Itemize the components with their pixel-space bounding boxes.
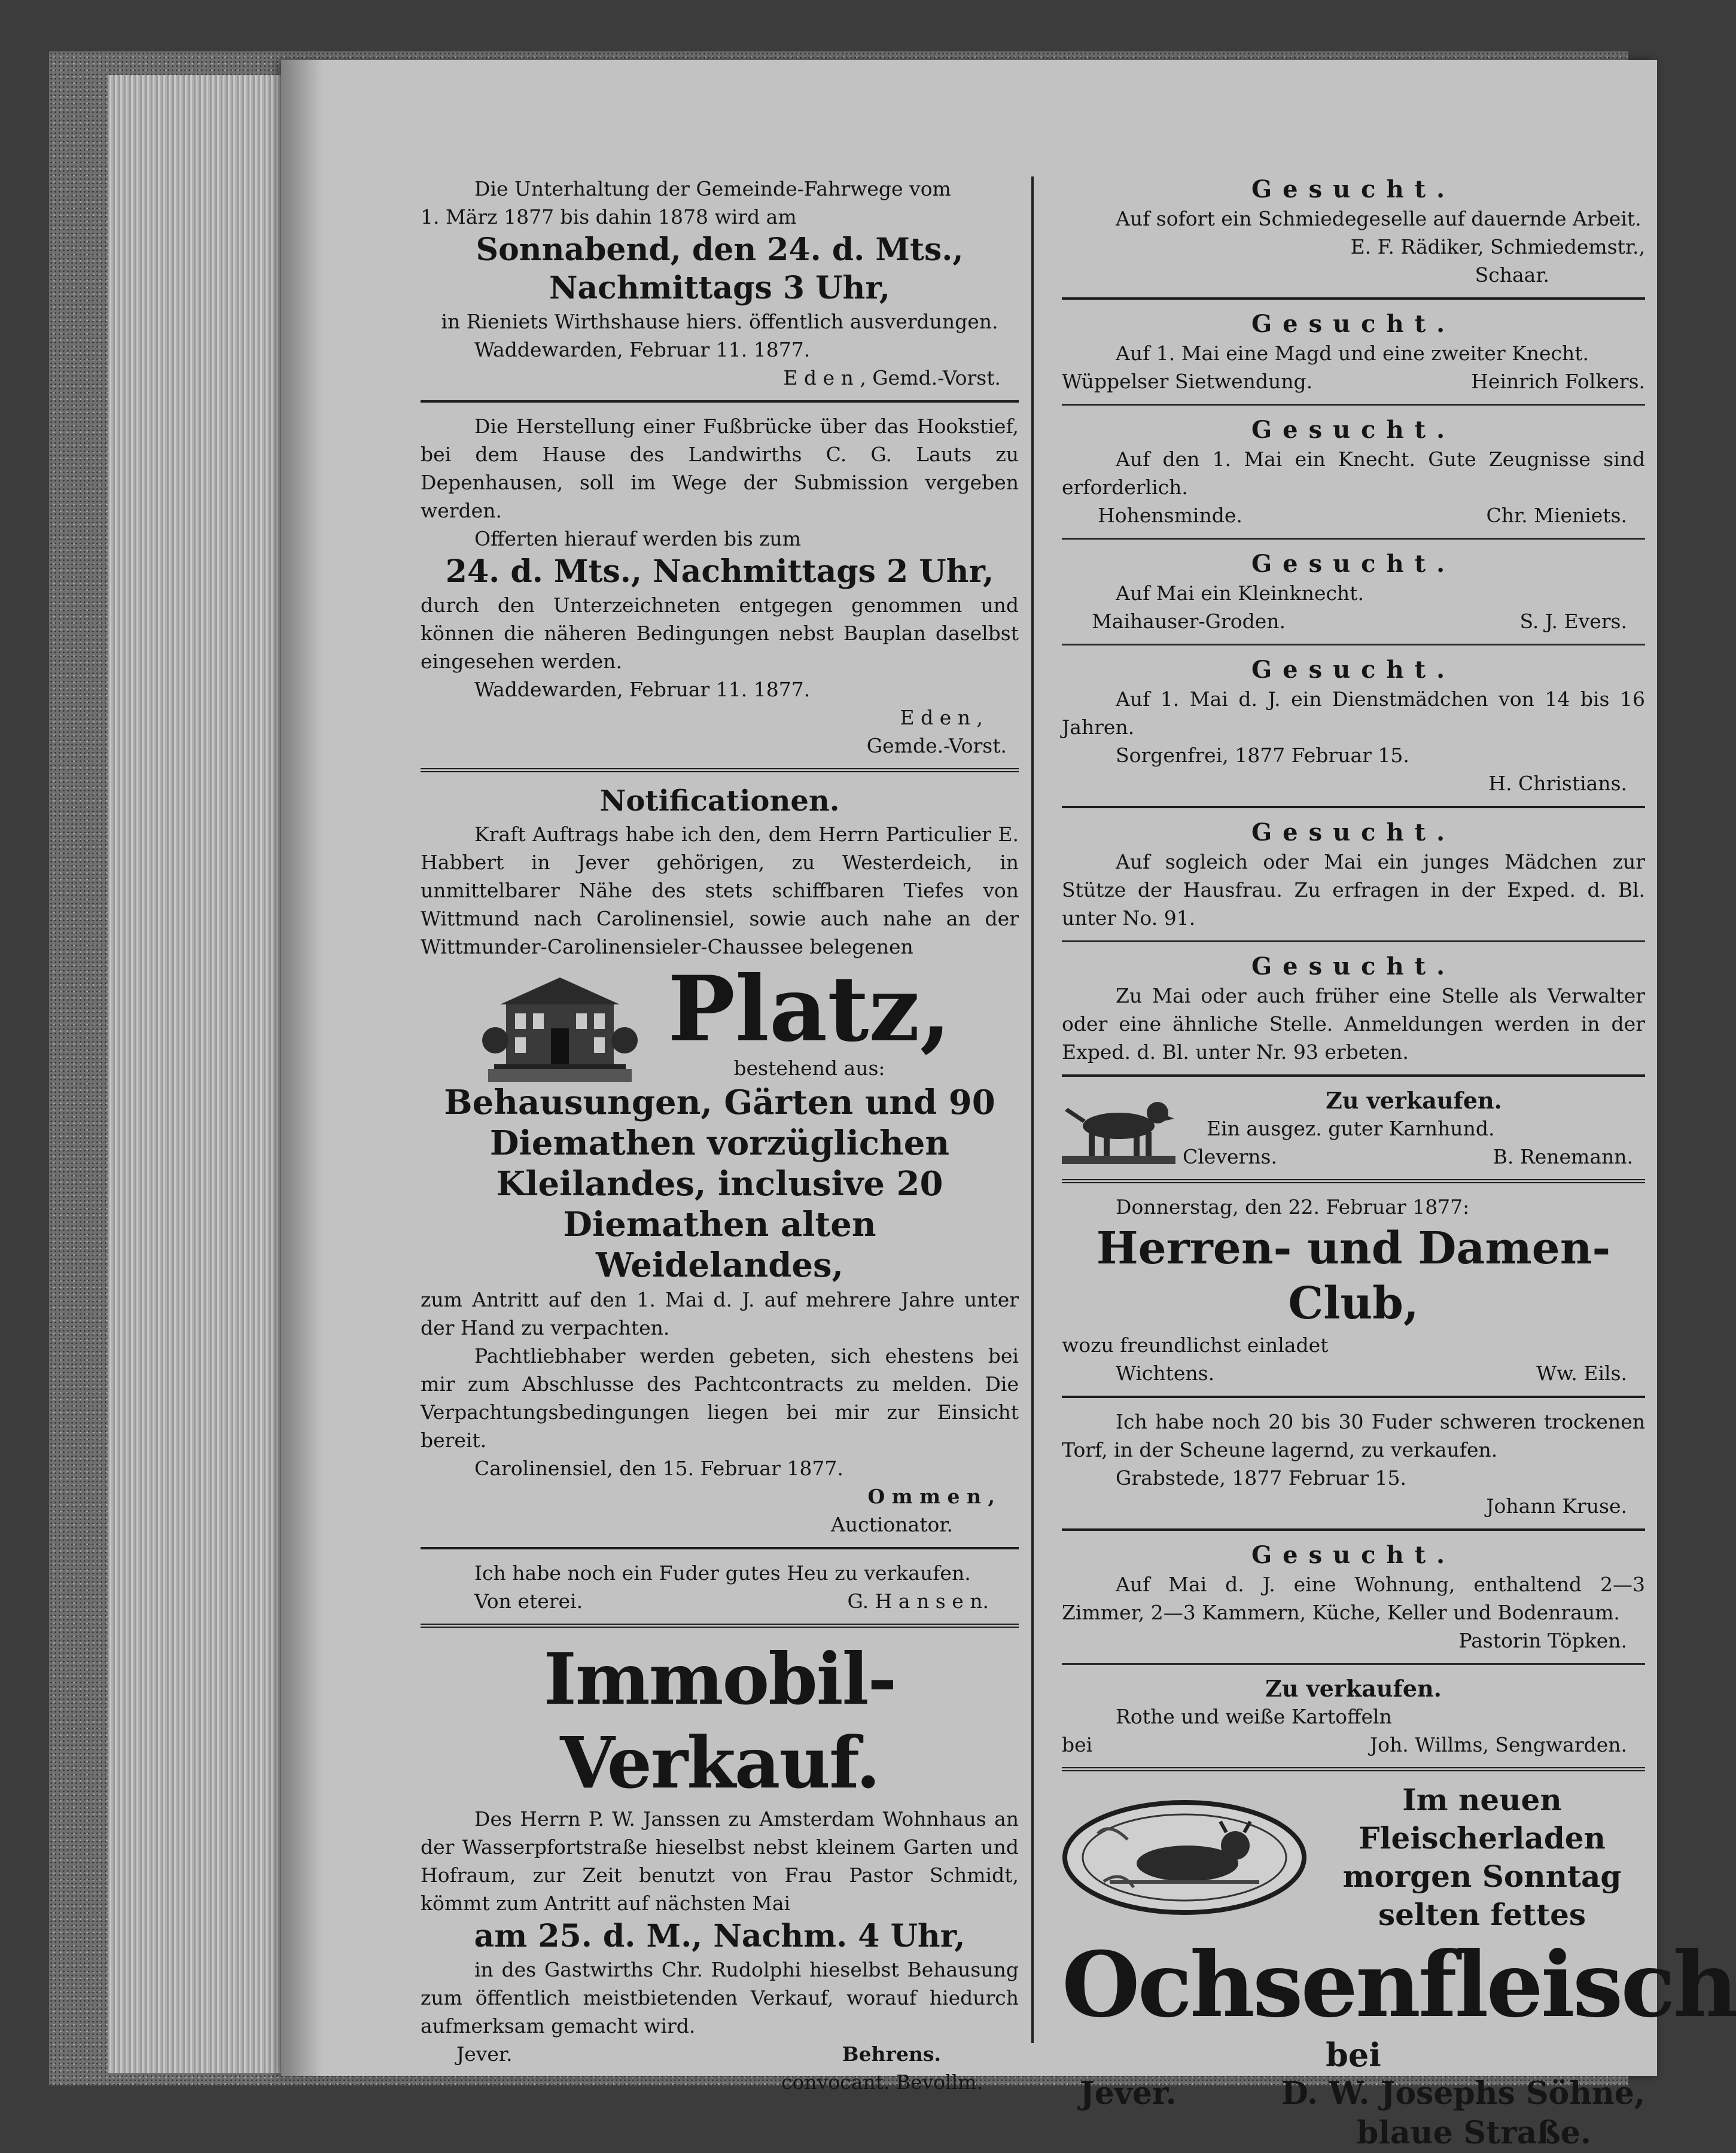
ad-title: Gesucht.	[1251, 416, 1456, 444]
ad-title: Gesucht.	[1251, 550, 1456, 578]
ad-text: in Rieniets Wirthshause hiers. öffentlich ausverdungen.	[441, 310, 998, 333]
ad-immobil-verkauf	[421, 1637, 1019, 2096]
ad-signature: Behrens.	[842, 2042, 941, 2066]
ad-title: Herren- und Damen-Club,	[1096, 1223, 1611, 1329]
ad-signature: E. F. Rädiker, Schmiedemstr.,	[1350, 235, 1645, 258]
ad-verkaufen-hund	[1062, 1086, 1645, 1171]
ox-illustration	[1062, 1798, 1307, 1917]
ad-text: Die Herstellung einer Fußbrücke über das Hookstief, bei dem Hause des Landwirths C. G. Lauts zu Depenhausen, soll im Wege der Submission vergeben werden.	[421, 415, 1019, 522]
ad-signature: O m m e n ,	[867, 1485, 995, 1508]
ad-separator	[1062, 1074, 1645, 1077]
ad-title: Gesucht.	[1251, 310, 1456, 338]
ad-signature: S. J. Evers.	[1519, 610, 1627, 633]
ad-separator	[421, 1547, 1019, 1549]
ad-text: Pachtliebhaber werden gebeten, sich ehestens bei mir zum Abschlusse des Pachtcontracts zu melden. Die Verpachtungsbedingungen liegen bei mir zur Einsicht bereit.	[421, 1344, 1019, 1452]
ad-text: bestehend aus:	[733, 1056, 885, 1080]
ad-title: Ochsenfleisch	[1062, 1932, 1736, 2038]
ad-signature-row	[1062, 2074, 1645, 2114]
ad-separator	[1062, 1528, 1645, 1531]
ad-fahrwege	[421, 175, 1019, 392]
ad-signature: convocant. Bevollm.	[781, 2070, 983, 2094]
ad-title: Zu verkaufen.	[1265, 1675, 1442, 1702]
house-illustration	[488, 969, 632, 1082]
ad-signature-row	[421, 2040, 1019, 2068]
ad-title: Zu verkaufen.	[1326, 1087, 1502, 1114]
ad-place: Maihauser-Groden.	[1092, 610, 1286, 633]
ad-signature: Heinrich Folkers.	[1471, 370, 1645, 393]
ad-separator	[1062, 1663, 1645, 1665]
ad-text: Offerten hierauf werden bis zum	[474, 527, 802, 550]
ad-headline: Nachmittags 3 Uhr,	[549, 270, 891, 306]
ad-headline: Behausungen, Gärten und 90 Diemathen vorzüglichen Kleilandes, inclusive 20 Diemathen alten	[444, 1083, 995, 1244]
ad-text: wozu freundlichst einladet	[1062, 1333, 1329, 1357]
ad-title: Immobil-Verkauf.	[543, 1637, 896, 1804]
ad-fussbruecke	[421, 412, 1019, 760]
ad-text: Auf sofort ein Schmiedegeselle auf dauernde Arbeit.	[1116, 207, 1641, 230]
ad-signature-row	[421, 1587, 1019, 1615]
ad-place: Von eterei.	[474, 1589, 583, 1613]
ad-place-date: Grabstede, 1877 Februar 15.	[1116, 1466, 1406, 1490]
ad-gesucht-magd	[1062, 309, 1645, 395]
ad-signature-row	[1183, 1143, 1645, 1171]
ad-signature: blaue Straße.	[1356, 2115, 1591, 2151]
ad-verkaufen-kartoffeln	[1062, 1674, 1645, 1759]
ad-gesucht-schmied	[1062, 175, 1645, 289]
ad-text: Auf sogleich oder Mai ein junges Mädchen zur Stütze der Hausfrau. Zu erfragen in der Exped. d. Bl. unter No. 91.	[1062, 850, 1645, 930]
column-divider	[1031, 176, 1034, 2043]
ad-text: Kraft Auftrags habe ich den, dem Herrn Particulier E. Habbert in Jever gehörigen, zu Westerdeich, in unmittelbarer Nähe des stets schiffbaren Tiefes von Wittmund nach Carolinensiel, sowie auch nahe an der Wittmunder-Carolinensieler-Chaussee belegenen	[421, 823, 1019, 958]
ad-text: Auf Mai d. J. eine Wohnung, enthaltend 2—3 Zimmer, 2—3 Kammern, Küche, Keller und Bodenraum.	[1062, 1573, 1645, 1624]
ad-torf	[1062, 1408, 1645, 1520]
ad-gesucht-maedchen	[1062, 818, 1645, 932]
ad-signature-row	[1062, 367, 1645, 395]
ad-text: Die Unterhaltung der Gemeinde-Fahrwege vom	[474, 177, 951, 200]
ad-headline: am 25. d. M., Nachm. 4 Uhr,	[474, 1918, 966, 1954]
ad-place: Jever.	[1080, 2075, 1177, 2112]
ad-signature: G. H a n s e n.	[847, 1589, 989, 1613]
ad-separator	[1062, 404, 1645, 406]
ad-title: Gesucht.	[1251, 952, 1456, 980]
ad-separator	[421, 1624, 1019, 1628]
ad-separator	[421, 400, 1019, 403]
page-edges	[108, 75, 287, 2073]
ad-signature: Joh. Willms, Sengwarden.	[1369, 1733, 1627, 1756]
ad-place-date: Sorgenfrei, 1877 Februar 15.	[1116, 744, 1409, 767]
ad-text: Ich habe noch 20 bis 30 Fuder schweren trockenen Torf, in der Scheune lagernd, zu verkaufen.	[1062, 1410, 1645, 1461]
left-column	[421, 175, 1019, 2096]
ad-text: Donnerstag, den 22. Februar 1877:	[1116, 1195, 1470, 1219]
ad-text: bei	[1062, 1733, 1093, 1756]
ad-signature-row	[1062, 1359, 1645, 1387]
ad-separator	[421, 768, 1019, 772]
ad-text: Auf 1. Mai eine Magd und eine zweiter Knecht.	[1116, 342, 1589, 365]
ad-text: Des Herrn P. W. Janssen zu Amsterdam Wohnhaus an der Wasserpfortstraße hieselbst nebst kleinem Garten und Hofraum, zur Zeit benutzt von Frau Pastor Schmidt, kömmt zum Antritt auf nächsten Mai	[421, 1807, 1019, 1915]
ad-gesucht-wohnung	[1062, 1540, 1645, 1655]
ad-separator	[1062, 1396, 1645, 1398]
ad-separator	[1062, 806, 1645, 808]
ad-title: Gesucht.	[1251, 1541, 1456, 1569]
ochsen-header	[1062, 1781, 1645, 1934]
ad-text: Auf Mai ein Kleinknecht.	[1116, 581, 1364, 605]
platz-row	[421, 957, 1019, 1082]
ad-gesucht-dienstmaedchen	[1062, 655, 1645, 797]
ad-signature: Auctionator.	[831, 1513, 953, 1536]
ad-place: Hohensminde.	[1098, 504, 1242, 527]
ad-text: Ich habe noch ein Fuder gutes Heu zu verkaufen.	[474, 1561, 971, 1585]
ad-text: bei	[1326, 2036, 1381, 2074]
ad-text: Ein ausgez. guter Karnhund.	[1207, 1117, 1495, 1140]
ad-text: Im neuen Fleischerladen morgen Sonntag selten fettes	[1342, 1782, 1622, 1932]
ad-signature-row	[1062, 501, 1645, 529]
ad-headline: Sonnabend, den 24. d. Mts.,	[476, 232, 964, 268]
ad-place: Jever.	[456, 2042, 513, 2066]
ad-signature: B. Renemann.	[1493, 1145, 1633, 1168]
ad-title: Gesucht.	[1251, 175, 1456, 203]
ad-text: Rothe und weiße Kartoffeln	[1116, 1705, 1392, 1728]
ad-text: zum Antritt auf den 1. Mai d. J. auf mehrere Jahre unter der Hand zu verpachten.	[421, 1288, 1019, 1339]
platz-headline: Platz,	[668, 957, 951, 1062]
ad-signature: E d e n , Gemd.-Vorst.	[783, 366, 1001, 389]
ad-text: Zu Mai oder auch früher eine Stelle als Verwalter oder eine ähnliche Stelle. Anmeldungen werden in der Exped. d. Bl. unter Nr. 93 erbeten.	[1062, 984, 1645, 1064]
ad-separator	[1062, 1767, 1645, 1771]
dog-illustration	[1062, 1090, 1175, 1168]
ad-separator	[1062, 297, 1645, 300]
gutter-shadow	[281, 60, 323, 2076]
ad-separator	[1062, 940, 1645, 942]
ad-text: in des Gastwirths Chr. Rudolphi hieselbst Behausung zum öffentlich meistbietenden Verkauf, worauf hiedurch aufmerksam gemacht wird.	[421, 1958, 1019, 2038]
right-column	[1062, 175, 1736, 2153]
ad-gesucht-kleinknecht	[1062, 549, 1645, 635]
ad-title: Gesucht.	[1251, 818, 1456, 846]
ad-title: Notificationen.	[599, 784, 840, 818]
ad-signature: Gemde.-Vorst.	[866, 734, 1007, 757]
ad-notificationen	[421, 782, 1019, 1539]
ad-text: Auf den 1. Mai ein Knecht. Gute Zeugnisse sind erforderlich.	[1062, 447, 1645, 499]
ad-place: Wüppelser Sietwendung.	[1062, 370, 1313, 393]
ad-headline: 24. d. Mts., Nachmittags 2 Uhr,	[445, 553, 994, 590]
ad-ochsenfleisch	[1062, 1781, 1736, 2153]
ad-place-date: Waddewarden, Februar 11. 1877.	[474, 678, 811, 701]
ad-signature: H. Christians.	[1488, 772, 1627, 795]
ad-signature: Schaar.	[1475, 263, 1549, 287]
ad-title: Gesucht.	[1251, 656, 1456, 684]
ad-text: 1. März 1877 bis dahin 1878 wird am	[421, 205, 797, 229]
ad-separator	[1062, 644, 1645, 645]
ad-signature: E d e n ,	[900, 706, 983, 729]
ad-separator	[1062, 1179, 1645, 1183]
ad-separator	[1062, 538, 1645, 540]
ad-place: Cleverns.	[1183, 1145, 1277, 1168]
ad-club	[1062, 1193, 1645, 1387]
ad-signature: Ww. Eils.	[1536, 1362, 1627, 1385]
ad-headline: Weidelandes,	[595, 1245, 844, 1285]
ad-signature: D. W. Josephs Söhne,	[1281, 2075, 1645, 2112]
ad-text: Auf 1. Mai d. J. ein Dienstmädchen von 14 bis 16 Jahren.	[1062, 687, 1645, 739]
ad-text: durch den Unterzeichneten entgegen genommen und können die näheren Bedingungen nebst Bauplan daselbst eingesehen werden.	[421, 593, 1019, 673]
ad-signature-row	[1062, 1731, 1645, 1759]
ad-signature: Johann Kruse.	[1486, 1494, 1627, 1518]
ad-signature: Pastorin Töpken.	[1458, 1629, 1627, 1652]
ad-signature-row	[1062, 607, 1645, 635]
ad-signature: Chr. Mieniets.	[1486, 504, 1627, 527]
ad-gesucht-knecht	[1062, 415, 1645, 529]
ad-place-date: Carolinensiel, den 15. Februar 1877.	[474, 1457, 843, 1480]
ad-place-date: Waddewarden, Februar 11. 1877.	[474, 338, 811, 361]
ad-place: Wichtens.	[1116, 1362, 1215, 1385]
ad-heu	[421, 1559, 1019, 1615]
ad-gesucht-verwalter	[1062, 952, 1645, 1066]
